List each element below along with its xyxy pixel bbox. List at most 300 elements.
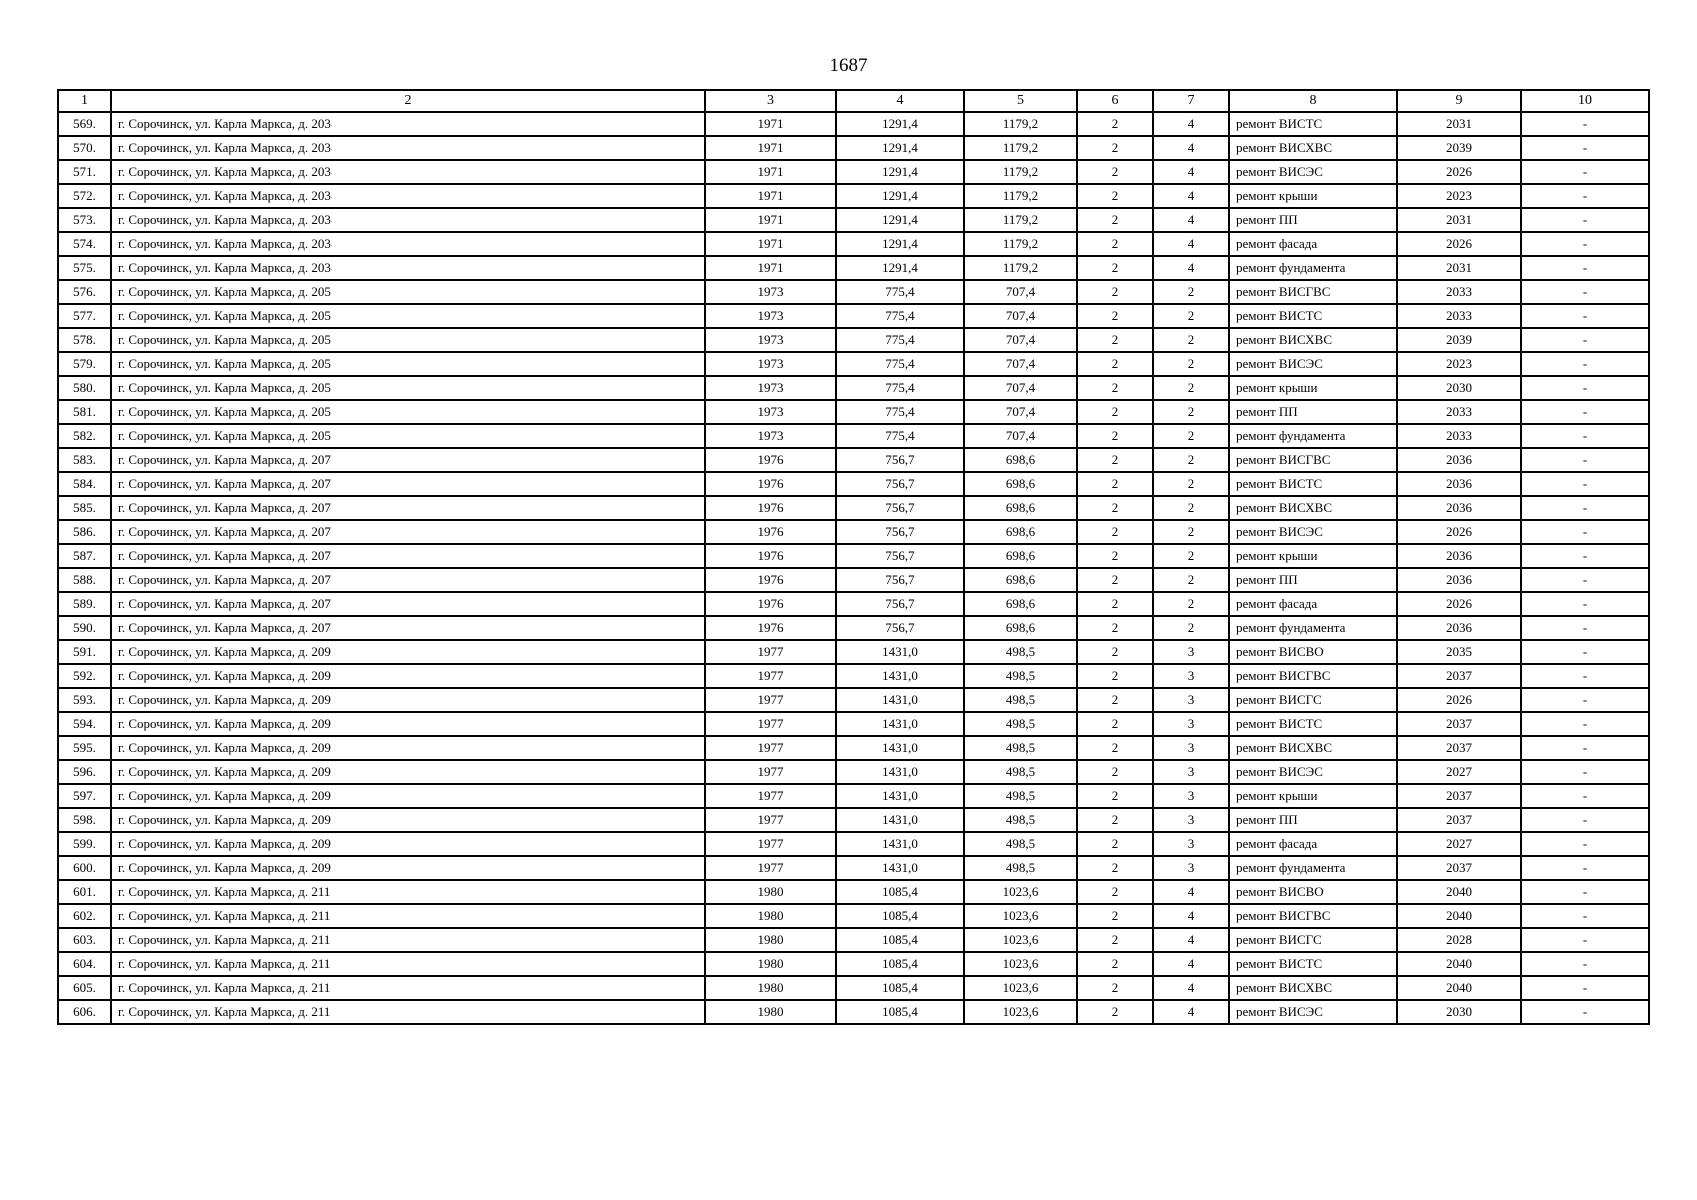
table-cell-col-10: -: [1521, 784, 1649, 808]
table-cell-col-3: 1976: [705, 616, 836, 640]
table-cell-col-6: 2: [1077, 640, 1153, 664]
table-cell-col-8: ремонт ВИСТС: [1229, 304, 1397, 328]
table-cell-col-2: г. Сорочинск, ул. Карла Маркса, д. 203: [111, 112, 705, 136]
table-cell-col-4: 1291,4: [836, 208, 964, 232]
table-row: [58, 904, 1649, 928]
table-cell-col-7: 4: [1153, 904, 1229, 928]
table-cell-col-2: г. Сорочинск, ул. Карла Маркса, д. 211: [111, 904, 705, 928]
table-cell-col-1: 604.: [58, 952, 111, 976]
table-cell-col-4: 1431,0: [836, 808, 964, 832]
table-cell-col-8: ремонт ВИСХВС: [1229, 736, 1397, 760]
table-row: [58, 352, 1649, 376]
table-cell-col-1: 591.: [58, 640, 111, 664]
table-cell-col-3: 1977: [705, 808, 836, 832]
table-cell-col-5: 698,6: [964, 544, 1077, 568]
table-cell-col-8: ремонт фундамента: [1229, 856, 1397, 880]
table-cell-col-1: 573.: [58, 208, 111, 232]
table-row: [58, 400, 1649, 424]
table-cell-col-10: -: [1521, 808, 1649, 832]
table-cell-col-10: -: [1521, 280, 1649, 304]
table-row: [58, 160, 1649, 184]
table-cell-col-6: 2: [1077, 664, 1153, 688]
table-cell-col-8: ремонт ПП: [1229, 808, 1397, 832]
table-cell-col-5: 498,5: [964, 808, 1077, 832]
table-cell-col-6: 2: [1077, 688, 1153, 712]
table-cell-col-8: ремонт фундамента: [1229, 616, 1397, 640]
table-cell-col-3: 1973: [705, 376, 836, 400]
table-cell-col-1: 574.: [58, 232, 111, 256]
table-cell-col-4: 1431,0: [836, 688, 964, 712]
table-cell-col-1: 588.: [58, 568, 111, 592]
table-cell-col-3: 1976: [705, 544, 836, 568]
table-cell-col-1: 583.: [58, 448, 111, 472]
table-cell-col-9: 2040: [1397, 976, 1521, 1000]
table-cell-col-1: 606.: [58, 1000, 111, 1024]
column-header-8: 8: [1229, 90, 1397, 112]
table-row: [58, 784, 1649, 808]
column-header-5: 5: [964, 90, 1077, 112]
table-cell-col-4: 1291,4: [836, 232, 964, 256]
table-cell-col-6: 2: [1077, 1000, 1153, 1024]
table-cell-col-1: 592.: [58, 664, 111, 688]
table-cell-col-5: 1023,6: [964, 1000, 1077, 1024]
table-cell-col-7: 4: [1153, 256, 1229, 280]
table-cell-col-5: 1179,2: [964, 232, 1077, 256]
table-cell-col-7: 4: [1153, 928, 1229, 952]
column-header-10: 10: [1521, 90, 1649, 112]
table-cell-col-6: 2: [1077, 112, 1153, 136]
table-cell-col-9: 2040: [1397, 904, 1521, 928]
table-cell-col-5: 707,4: [964, 280, 1077, 304]
table-cell-col-4: 1291,4: [836, 160, 964, 184]
table-cell-col-9: 2037: [1397, 856, 1521, 880]
table-cell-col-7: 2: [1153, 616, 1229, 640]
table-cell-col-8: ремонт ВИСТС: [1229, 712, 1397, 736]
table-cell-col-4: 756,7: [836, 472, 964, 496]
table-cell-col-1: 603.: [58, 928, 111, 952]
table-cell-col-8: ремонт ВИСТС: [1229, 112, 1397, 136]
table-cell-col-1: 590.: [58, 616, 111, 640]
table-cell-col-7: 2: [1153, 448, 1229, 472]
table-cell-col-9: 2027: [1397, 760, 1521, 784]
table-cell-col-8: ремонт ВИСТС: [1229, 952, 1397, 976]
table-cell-col-1: 575.: [58, 256, 111, 280]
table-cell-col-6: 2: [1077, 520, 1153, 544]
table-cell-col-4: 1431,0: [836, 784, 964, 808]
table-cell-col-3: 1971: [705, 232, 836, 256]
table-cell-col-6: 2: [1077, 568, 1153, 592]
table-cell-col-10: -: [1521, 544, 1649, 568]
table-cell-col-10: -: [1521, 376, 1649, 400]
table-cell-col-5: 698,6: [964, 472, 1077, 496]
table-cell-col-3: 1973: [705, 424, 836, 448]
table-cell-col-8: ремонт фасада: [1229, 232, 1397, 256]
table-cell-col-5: 1023,6: [964, 880, 1077, 904]
table-cell-col-3: 1977: [705, 640, 836, 664]
table-cell-col-3: 1977: [705, 784, 836, 808]
table-cell-col-9: 2037: [1397, 784, 1521, 808]
table-cell-col-2: г. Сорочинск, ул. Карла Маркса, д. 207: [111, 520, 705, 544]
table-cell-col-3: 1973: [705, 328, 836, 352]
table-cell-col-5: 1179,2: [964, 208, 1077, 232]
table-cell-col-4: 756,7: [836, 616, 964, 640]
table-cell-col-7: 2: [1153, 592, 1229, 616]
table-cell-col-5: 1179,2: [964, 112, 1077, 136]
table-cell-col-4: 756,7: [836, 568, 964, 592]
table-cell-col-4: 1291,4: [836, 136, 964, 160]
table-cell-col-1: 586.: [58, 520, 111, 544]
table-cell-col-9: 2036: [1397, 568, 1521, 592]
table-cell-col-2: г. Сорочинск, ул. Карла Маркса, д. 211: [111, 1000, 705, 1024]
column-header-7: 7: [1153, 90, 1229, 112]
table-cell-col-4: 1431,0: [836, 664, 964, 688]
table-cell-col-7: 2: [1153, 280, 1229, 304]
table-cell-col-5: 1179,2: [964, 184, 1077, 208]
table-cell-col-7: 4: [1153, 976, 1229, 1000]
table-cell-col-10: -: [1521, 976, 1649, 1000]
table-cell-col-8: ремонт ВИСХВС: [1229, 328, 1397, 352]
table-cell-col-2: г. Сорочинск, ул. Карла Маркса, д. 207: [111, 568, 705, 592]
table-cell-col-5: 1023,6: [964, 904, 1077, 928]
table-cell-col-5: 698,6: [964, 592, 1077, 616]
table-cell-col-9: 2023: [1397, 184, 1521, 208]
table-cell-col-7: 3: [1153, 640, 1229, 664]
table-cell-col-3: 1976: [705, 448, 836, 472]
table-cell-col-1: 577.: [58, 304, 111, 328]
table-cell-col-3: 1980: [705, 976, 836, 1000]
table-cell-col-7: 4: [1153, 952, 1229, 976]
table-cell-col-9: 2039: [1397, 328, 1521, 352]
table-cell-col-2: г. Сорочинск, ул. Карла Маркса, д. 207: [111, 472, 705, 496]
table-cell-col-1: 595.: [58, 736, 111, 760]
table-cell-col-4: 775,4: [836, 376, 964, 400]
table-cell-col-3: 1977: [705, 832, 836, 856]
table-cell-col-7: 3: [1153, 664, 1229, 688]
table-cell-col-10: -: [1521, 592, 1649, 616]
page-number: 1687: [829, 55, 868, 76]
table-cell-col-9: 2039: [1397, 136, 1521, 160]
table-cell-col-5: 1023,6: [964, 928, 1077, 952]
table-cell-col-10: -: [1521, 952, 1649, 976]
table-cell-col-9: 2037: [1397, 712, 1521, 736]
table-cell-col-2: г. Сорочинск, ул. Карла Маркса, д. 205: [111, 400, 705, 424]
table-cell-col-9: 2037: [1397, 808, 1521, 832]
table-cell-col-1: 601.: [58, 880, 111, 904]
table-cell-col-6: 2: [1077, 880, 1153, 904]
table-row: [58, 304, 1649, 328]
table-cell-col-1: 580.: [58, 376, 111, 400]
table-cell-col-8: ремонт фундамента: [1229, 424, 1397, 448]
table-cell-col-10: -: [1521, 520, 1649, 544]
table-cell-col-5: 698,6: [964, 616, 1077, 640]
table-row: [58, 736, 1649, 760]
table-cell-col-2: г. Сорочинск, ул. Карла Маркса, д. 205: [111, 376, 705, 400]
table-cell-col-2: г. Сорочинск, ул. Карла Маркса, д. 207: [111, 544, 705, 568]
table-cell-col-7: 4: [1153, 160, 1229, 184]
table-cell-col-8: ремонт ВИСГВС: [1229, 664, 1397, 688]
table-cell-col-10: -: [1521, 208, 1649, 232]
table-cell-col-1: 578.: [58, 328, 111, 352]
table-row: [58, 712, 1649, 736]
table-cell-col-4: 756,7: [836, 544, 964, 568]
table-cell-col-2: г. Сорочинск, ул. Карла Маркса, д. 209: [111, 712, 705, 736]
table-cell-col-6: 2: [1077, 784, 1153, 808]
table-cell-col-6: 2: [1077, 976, 1153, 1000]
table-cell-col-2: г. Сорочинск, ул. Карла Маркса, д. 203: [111, 256, 705, 280]
table-cell-col-10: -: [1521, 256, 1649, 280]
table-cell-col-3: 1980: [705, 952, 836, 976]
table-cell-col-8: ремонт ВИСГС: [1229, 928, 1397, 952]
table-cell-col-7: 3: [1153, 808, 1229, 832]
table-cell-col-8: ремонт ВИСХВС: [1229, 496, 1397, 520]
table-cell-col-5: 1179,2: [964, 136, 1077, 160]
table-cell-col-9: 2027: [1397, 832, 1521, 856]
table-cell-col-6: 2: [1077, 736, 1153, 760]
table-cell-col-3: 1977: [705, 712, 836, 736]
table-cell-col-10: -: [1521, 1000, 1649, 1024]
table-cell-col-5: 1023,6: [964, 976, 1077, 1000]
table-cell-col-10: -: [1521, 136, 1649, 160]
table-cell-col-9: 2036: [1397, 616, 1521, 640]
table-cell-col-4: 1085,4: [836, 880, 964, 904]
table-cell-col-7: 2: [1153, 424, 1229, 448]
table-row: [58, 640, 1649, 664]
table-cell-col-2: г. Сорочинск, ул. Карла Маркса, д. 203: [111, 184, 705, 208]
table-cell-col-9: 2036: [1397, 544, 1521, 568]
table-cell-col-2: г. Сорочинск, ул. Карла Маркса, д. 211: [111, 976, 705, 1000]
table-cell-col-4: 775,4: [836, 280, 964, 304]
table-cell-col-5: 498,5: [964, 784, 1077, 808]
table-cell-col-6: 2: [1077, 832, 1153, 856]
table-cell-col-3: 1977: [705, 664, 836, 688]
table-cell-col-9: 2026: [1397, 592, 1521, 616]
table-cell-col-9: 2026: [1397, 232, 1521, 256]
table-cell-col-7: 4: [1153, 1000, 1229, 1024]
table-row: [58, 208, 1649, 232]
table-cell-col-7: 2: [1153, 376, 1229, 400]
table-cell-col-2: г. Сорочинск, ул. Карла Маркса, д. 203: [111, 208, 705, 232]
table-cell-col-3: 1977: [705, 856, 836, 880]
table-cell-col-7: 3: [1153, 784, 1229, 808]
table-cell-col-8: ремонт ВИСГС: [1229, 688, 1397, 712]
table-cell-col-10: -: [1521, 472, 1649, 496]
table-cell-col-2: г. Сорочинск, ул. Карла Маркса, д. 209: [111, 856, 705, 880]
table-cell-col-2: г. Сорочинск, ул. Карла Маркса, д. 211: [111, 928, 705, 952]
table-cell-col-3: 1973: [705, 400, 836, 424]
table-cell-col-6: 2: [1077, 136, 1153, 160]
column-header-3: 3: [705, 90, 836, 112]
table-cell-col-4: 1431,0: [836, 760, 964, 784]
table-cell-col-1: 597.: [58, 784, 111, 808]
table-cell-col-4: 1431,0: [836, 712, 964, 736]
table-cell-col-10: -: [1521, 400, 1649, 424]
table-cell-col-3: 1971: [705, 112, 836, 136]
table-cell-col-9: 2026: [1397, 688, 1521, 712]
table-row: [58, 496, 1649, 520]
table-cell-col-7: 2: [1153, 520, 1229, 544]
table-cell-col-7: 3: [1153, 832, 1229, 856]
table-row: [58, 376, 1649, 400]
table-row: [58, 976, 1649, 1000]
table-cell-col-2: г. Сорочинск, ул. Карла Маркса, д. 205: [111, 424, 705, 448]
table-cell-col-2: г. Сорочинск, ул. Карла Маркса, д. 203: [111, 232, 705, 256]
table-cell-col-9: 2040: [1397, 952, 1521, 976]
table-cell-col-1: 599.: [58, 832, 111, 856]
table-cell-col-9: 2036: [1397, 472, 1521, 496]
table-cell-col-10: -: [1521, 112, 1649, 136]
table-cell-col-6: 2: [1077, 352, 1153, 376]
table-cell-col-5: 707,4: [964, 352, 1077, 376]
table-cell-col-4: 775,4: [836, 328, 964, 352]
table-cell-col-10: -: [1521, 568, 1649, 592]
table-cell-col-7: 2: [1153, 472, 1229, 496]
table-cell-col-1: 585.: [58, 496, 111, 520]
table-cell-col-3: 1973: [705, 304, 836, 328]
table-cell-col-2: г. Сорочинск, ул. Карла Маркса, д. 207: [111, 592, 705, 616]
table-cell-col-4: 1085,4: [836, 976, 964, 1000]
table-row: [58, 664, 1649, 688]
table-cell-col-7: 2: [1153, 304, 1229, 328]
table-row: [58, 136, 1649, 160]
table-cell-col-9: 2033: [1397, 424, 1521, 448]
table-row: [58, 928, 1649, 952]
table-cell-col-6: 2: [1077, 952, 1153, 976]
table-row: [58, 280, 1649, 304]
table-cell-col-6: 2: [1077, 160, 1153, 184]
table-cell-col-6: 2: [1077, 208, 1153, 232]
table-cell-col-7: 3: [1153, 736, 1229, 760]
table-cell-col-3: 1976: [705, 496, 836, 520]
table-cell-col-6: 2: [1077, 400, 1153, 424]
table-cell-col-8: ремонт ВИСХВС: [1229, 136, 1397, 160]
table-cell-col-2: г. Сорочинск, ул. Карла Маркса, д. 209: [111, 736, 705, 760]
table-cell-col-1: 572.: [58, 184, 111, 208]
table-cell-col-8: ремонт ПП: [1229, 208, 1397, 232]
table-cell-col-9: 2031: [1397, 256, 1521, 280]
table-row: [58, 760, 1649, 784]
table-cell-col-7: 2: [1153, 400, 1229, 424]
table-cell-col-9: 2028: [1397, 928, 1521, 952]
table-cell-col-2: г. Сорочинск, ул. Карла Маркса, д. 209: [111, 688, 705, 712]
table-cell-col-2: г. Сорочинск, ул. Карла Маркса, д. 211: [111, 880, 705, 904]
table-cell-col-4: 1085,4: [836, 1000, 964, 1024]
table-cell-col-1: 587.: [58, 544, 111, 568]
table-cell-col-2: г. Сорочинск, ул. Карла Маркса, д. 203: [111, 136, 705, 160]
table-header-row: [58, 90, 1649, 112]
table-cell-col-2: г. Сорочинск, ул. Карла Маркса, д. 209: [111, 760, 705, 784]
table-cell-col-6: 2: [1077, 448, 1153, 472]
table-cell-col-8: ремонт крыши: [1229, 376, 1397, 400]
table-cell-col-4: 775,4: [836, 400, 964, 424]
table-cell-col-1: 602.: [58, 904, 111, 928]
table-cell-col-6: 2: [1077, 424, 1153, 448]
table-cell-col-10: -: [1521, 616, 1649, 640]
table-cell-col-5: 498,5: [964, 664, 1077, 688]
table-cell-col-2: г. Сорочинск, ул. Карла Маркса, д. 209: [111, 832, 705, 856]
table-cell-col-9: 2036: [1397, 496, 1521, 520]
table-cell-col-3: 1980: [705, 928, 836, 952]
table-cell-col-6: 2: [1077, 496, 1153, 520]
table-cell-col-6: 2: [1077, 304, 1153, 328]
column-header-4: 4: [836, 90, 964, 112]
table-cell-col-5: 707,4: [964, 424, 1077, 448]
table-row: [58, 328, 1649, 352]
table-cell-col-6: 2: [1077, 376, 1153, 400]
table-row: [58, 448, 1649, 472]
table-cell-col-10: -: [1521, 304, 1649, 328]
table-cell-col-1: 581.: [58, 400, 111, 424]
table-cell-col-4: 775,4: [836, 424, 964, 448]
table-cell-col-5: 1179,2: [964, 160, 1077, 184]
table-cell-col-2: г. Сорочинск, ул. Карла Маркса, д. 205: [111, 328, 705, 352]
table-cell-col-5: 498,5: [964, 856, 1077, 880]
table-cell-col-9: 2033: [1397, 304, 1521, 328]
table-cell-col-5: 498,5: [964, 712, 1077, 736]
table-body: [58, 112, 1649, 1024]
table-cell-col-9: 2037: [1397, 736, 1521, 760]
table-cell-col-4: 1431,0: [836, 856, 964, 880]
table-cell-col-5: 1023,6: [964, 952, 1077, 976]
table-cell-col-6: 2: [1077, 592, 1153, 616]
table-cell-col-5: 707,4: [964, 304, 1077, 328]
table-cell-col-3: 1980: [705, 904, 836, 928]
table-cell-col-8: ремонт фундамента: [1229, 256, 1397, 280]
table-cell-col-6: 2: [1077, 808, 1153, 832]
table-cell-col-3: 1971: [705, 136, 836, 160]
table-cell-col-2: г. Сорочинск, ул. Карла Маркса, д. 203: [111, 160, 705, 184]
table-cell-col-7: 4: [1153, 208, 1229, 232]
table-cell-col-3: 1973: [705, 280, 836, 304]
table-cell-col-9: 2040: [1397, 880, 1521, 904]
table-cell-col-4: 775,4: [836, 352, 964, 376]
table-cell-col-7: 3: [1153, 856, 1229, 880]
table-cell-col-7: 3: [1153, 760, 1229, 784]
table-cell-col-1: 589.: [58, 592, 111, 616]
table-cell-col-5: 707,4: [964, 376, 1077, 400]
table-cell-col-8: ремонт ВИСГВС: [1229, 904, 1397, 928]
table-cell-col-1: 593.: [58, 688, 111, 712]
table-cell-col-1: 569.: [58, 112, 111, 136]
table-cell-col-10: -: [1521, 328, 1649, 352]
table-cell-col-10: -: [1521, 928, 1649, 952]
column-header-2: 2: [111, 90, 705, 112]
table-cell-col-5: 698,6: [964, 448, 1077, 472]
table-cell-col-3: 1971: [705, 160, 836, 184]
table-cell-col-8: ремонт ВИСТС: [1229, 472, 1397, 496]
table-cell-col-10: -: [1521, 448, 1649, 472]
table-cell-col-7: 2: [1153, 352, 1229, 376]
table-cell-col-3: 1971: [705, 256, 836, 280]
table-row: [58, 952, 1649, 976]
table-cell-col-5: 707,4: [964, 328, 1077, 352]
table-row: [58, 880, 1649, 904]
table-cell-col-6: 2: [1077, 256, 1153, 280]
table-row: [58, 592, 1649, 616]
table-cell-col-7: 2: [1153, 544, 1229, 568]
table-cell-col-1: 596.: [58, 760, 111, 784]
table-cell-col-1: 576.: [58, 280, 111, 304]
table-cell-col-1: 579.: [58, 352, 111, 376]
table-cell-col-3: 1980: [705, 880, 836, 904]
table-cell-col-10: -: [1521, 184, 1649, 208]
table-cell-col-3: 1980: [705, 1000, 836, 1024]
table-cell-col-7: 4: [1153, 184, 1229, 208]
column-header-6: 6: [1077, 90, 1153, 112]
table-cell-col-9: 2026: [1397, 520, 1521, 544]
table-row: [58, 568, 1649, 592]
table-cell-col-8: ремонт крыши: [1229, 784, 1397, 808]
table-cell-col-2: г. Сорочинск, ул. Карла Маркса, д. 209: [111, 664, 705, 688]
